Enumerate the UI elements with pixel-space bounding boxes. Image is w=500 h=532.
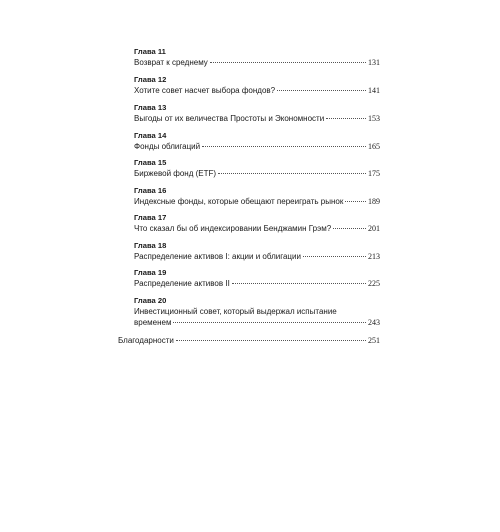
- dot-leader: [218, 173, 366, 174]
- chapter-label: Глава 16: [134, 186, 167, 195]
- toc-entry-chapter-15[interactable]: [134, 158, 380, 179]
- toc-entry-acknowledgments[interactable]: [118, 335, 380, 346]
- page-number: 153: [368, 114, 380, 123]
- entry-line: [118, 335, 380, 346]
- dot-leader: [202, 146, 366, 147]
- toc-entry-chapter-11[interactable]: [134, 47, 380, 68]
- toc-entry-chapter-20[interactable]: [134, 296, 380, 328]
- chapter-label: Глава 13: [134, 103, 167, 112]
- page-number: 131: [368, 58, 380, 67]
- chapter-title: Возврат к среднему: [134, 58, 208, 67]
- entry-line: [134, 278, 380, 289]
- chapter-label: Глава 14: [134, 131, 167, 140]
- chapter-title: Выгоды от их величества Простоты и Экономности: [134, 114, 325, 123]
- entry-line: [134, 306, 380, 317]
- acknowledgments-title: Благодарности: [118, 336, 174, 345]
- chapter-title: Распределение активов I: акции и облигации: [134, 252, 301, 261]
- page-number: 165: [368, 142, 380, 151]
- toc-entry-chapter-12[interactable]: [134, 75, 380, 96]
- page-number: 175: [368, 169, 380, 178]
- dot-leader: [326, 118, 366, 119]
- entry-line: [134, 141, 380, 152]
- chapter-title: Индексные фонды, которые обещают переиграть рынок: [134, 197, 344, 206]
- dot-leader: [173, 322, 366, 323]
- chapter-label: Глава 17: [134, 213, 167, 222]
- page-number: 213: [368, 252, 380, 261]
- chapter-title: Хотите совет насчет выбора фондов?: [134, 86, 276, 95]
- chapter-label: Глава 12: [134, 75, 167, 84]
- page-number: 201: [368, 224, 380, 233]
- chapter-label: Глава 20: [134, 296, 167, 305]
- toc-entry-chapter-13[interactable]: [134, 103, 380, 124]
- entry-line: [134, 251, 380, 262]
- page-number: 251: [368, 336, 380, 345]
- entry-line: [134, 196, 380, 207]
- chapter-title: Биржевой фонд (ETF): [134, 169, 217, 178]
- dot-leader: [176, 340, 366, 341]
- chapter-label: Глава 19: [134, 268, 167, 277]
- toc-entry-chapter-16[interactable]: [134, 186, 380, 207]
- dot-leader: [210, 62, 366, 63]
- dot-leader: [333, 228, 366, 229]
- chapter-title: Что сказал бы об индексировании Бенджамин Грэм?: [134, 224, 332, 233]
- chapter-label: Глава 11: [134, 47, 166, 56]
- toc-entry-chapter-18[interactable]: [134, 241, 380, 262]
- entry-line: [134, 317, 380, 328]
- chapter-title-line-2: временем: [134, 318, 172, 327]
- chapter-title: Распределение активов II: [134, 279, 230, 288]
- dot-leader: [345, 201, 366, 202]
- dot-leader: [232, 283, 366, 284]
- chapter-label: Глава 18: [134, 241, 167, 250]
- chapter-label: Глава 15: [134, 158, 167, 167]
- entry-line: [134, 168, 380, 179]
- chapter-title-line-1: Инвестиционный совет, который выдержал испытание: [134, 307, 337, 316]
- entry-line: [134, 113, 380, 124]
- page-number: 141: [368, 86, 380, 95]
- page-number: 189: [368, 197, 380, 206]
- chapter-title: Фонды облигаций: [134, 142, 201, 151]
- entry-line: [134, 85, 380, 96]
- dot-leader: [303, 256, 366, 257]
- dot-leader: [277, 90, 366, 91]
- toc-entry-chapter-19[interactable]: [134, 268, 380, 289]
- entry-line: [134, 223, 380, 234]
- page-number: 243: [368, 318, 380, 327]
- entry-line: [134, 57, 380, 68]
- page-number: 225: [368, 279, 380, 288]
- toc-entry-chapter-14[interactable]: [134, 131, 380, 152]
- toc-entry-chapter-17[interactable]: [134, 213, 380, 234]
